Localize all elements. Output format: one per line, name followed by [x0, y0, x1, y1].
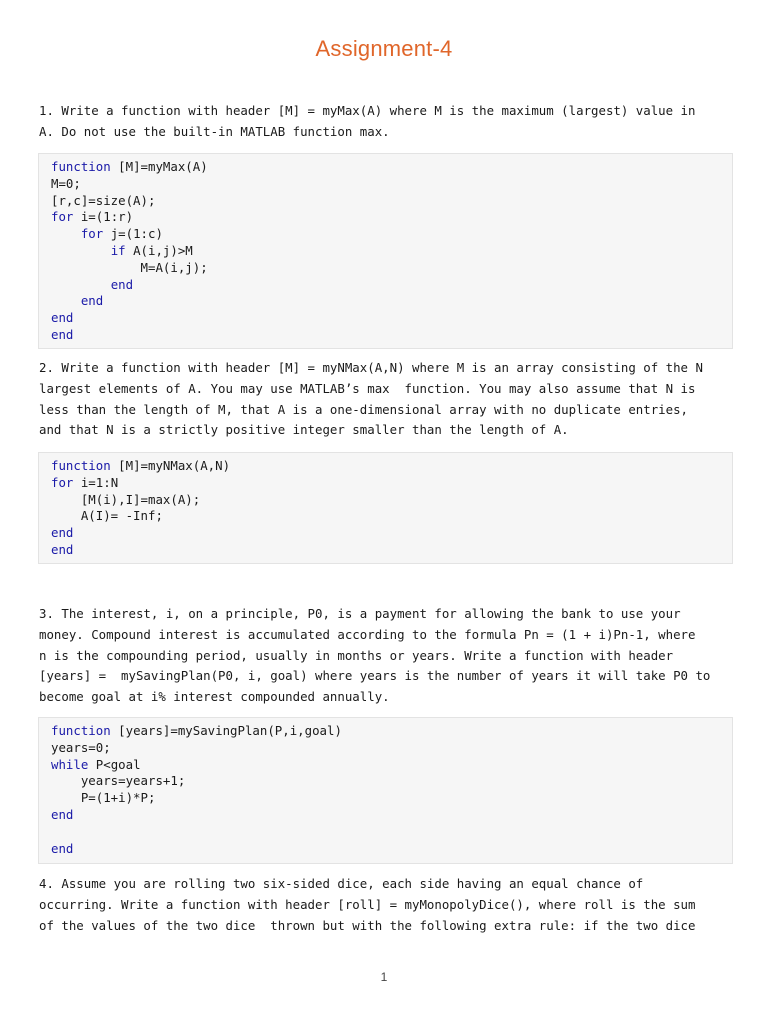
code-text: years=0; — [51, 739, 111, 755]
text-line: 1. Write a function with header [M] = myMax(A) where M is the maximum (largest) value in — [39, 103, 696, 118]
text-line: 4. Assume you are rolling two six-sided dice, each side having an equal chance of — [39, 876, 644, 891]
code-text: i=(1:r) — [73, 209, 134, 225]
text-line: become goal at i% interest compounded annually. — [39, 689, 390, 705]
code-line — [51, 824, 720, 841]
code-keyword: end — [110, 276, 134, 292]
code-indent — [51, 293, 81, 308]
code-block-mysavingplan — [38, 717, 733, 864]
code-keyword: end — [51, 310, 74, 326]
code-keyword: for — [51, 209, 74, 225]
code-keyword: for — [51, 474, 74, 490]
code-keyword: if — [110, 242, 126, 258]
code-line — [51, 277, 720, 294]
text-line: 2. Write a function with header [M] = myNMax(A,N) where M is an array consisting of the N — [39, 360, 703, 375]
code-line — [51, 807, 720, 824]
text-line: of the values of the two dice thrown but with the following extra rule: if the two dice — [39, 917, 696, 933]
code-text: P<goal — [88, 756, 141, 772]
page-number: 1 — [380, 970, 388, 984]
code-keyword: end — [51, 326, 74, 342]
code-text: M=0; — [51, 175, 81, 191]
text-line: A. Do not use the built-in MATLAB function max. — [39, 123, 390, 139]
code-text: i=1:N — [73, 474, 119, 490]
text-line: n is the compounding period, usually in months or years. Write a function with header — [39, 647, 674, 663]
text-line: less than the length of M, that A is a one-dimensional array with no duplicate entries, — [39, 401, 689, 417]
code-line — [51, 176, 720, 193]
code-text: [M]=myMax(A) — [110, 159, 208, 174]
code-keyword: function — [51, 723, 111, 738]
code-line — [51, 475, 720, 492]
code-line — [51, 773, 720, 790]
code-block-mynmax — [38, 452, 733, 564]
code-line — [51, 193, 720, 210]
text-line: [years] = mySavingPlan(P0, i, goal) where years is the number of years it will take P0 to — [39, 668, 711, 684]
code-line — [51, 790, 720, 807]
code-indent — [51, 277, 111, 292]
text-line: 3. The interest, i, on a principle, P0, is a payment for allowing the bank to use your — [39, 606, 681, 621]
code-line — [51, 293, 720, 310]
code-keyword: end — [51, 806, 74, 822]
code-text: [r,c]=size(A); — [51, 192, 156, 208]
code-keyword: end — [51, 840, 74, 856]
code-line — [51, 226, 720, 243]
code-keyword: function — [51, 159, 111, 174]
code-keyword: end — [51, 525, 74, 541]
code-line — [51, 260, 720, 277]
code-line — [51, 243, 720, 260]
question-2-text — [39, 358, 734, 441]
code-line — [51, 542, 720, 559]
code-text: P=(1+i)*P; — [80, 790, 156, 806]
code-text: M=A(i,j); — [140, 259, 208, 275]
code-line — [51, 327, 720, 344]
code-indent — [51, 790, 81, 805]
text-line: and that N is a strictly positive integer smaller than the length of A. — [39, 422, 569, 438]
code-block-mymax — [38, 153, 733, 349]
code-keyword: function — [51, 458, 111, 473]
question-1-text — [39, 101, 734, 143]
code-keyword: end — [80, 293, 104, 309]
code-text: years=years+1; — [80, 773, 186, 789]
code-indent — [51, 260, 141, 275]
question-4-text — [39, 874, 734, 936]
code-line — [51, 723, 720, 740]
code-line — [51, 209, 720, 226]
code-text: j=(1:c) — [103, 226, 163, 242]
code-line — [51, 757, 720, 774]
code-indent — [51, 492, 81, 507]
code-line — [51, 492, 720, 509]
code-line — [51, 841, 720, 858]
code-text: [M(i),I]=max(A); — [80, 491, 201, 507]
question-3-text — [39, 604, 734, 708]
code-line — [51, 159, 720, 176]
code-line — [51, 310, 720, 327]
page-title: Assignment-4 — [315, 36, 453, 61]
code-line — [51, 508, 720, 525]
code-line — [51, 525, 720, 542]
code-indent — [51, 243, 111, 258]
code-text: [years]=mySavingPlan(P,i,goal) — [110, 723, 342, 738]
code-indent — [51, 508, 81, 523]
code-text: A(i,j)>M — [125, 242, 193, 258]
text-line: money. Compound interest is accumulated according to the formula Pn = (1 + i)Pn-1, where — [39, 626, 696, 642]
code-text: [M]=myNMax(A,N) — [110, 458, 231, 473]
code-line — [51, 458, 720, 475]
code-keyword: while — [51, 756, 89, 772]
text-line: occurring. Write a function with header [roll] = myMonopolyDice(), where roll is the sum — [39, 896, 696, 912]
code-keyword: for — [80, 226, 104, 242]
code-text: A(I)= -Inf; — [80, 508, 163, 524]
code-keyword: end — [51, 541, 74, 557]
code-line — [51, 740, 720, 757]
code-indent — [51, 773, 81, 788]
code-indent — [51, 226, 81, 241]
text-line: largest elements of A. You may use MATLAB’s max function. You may also assume that N is — [39, 380, 696, 396]
